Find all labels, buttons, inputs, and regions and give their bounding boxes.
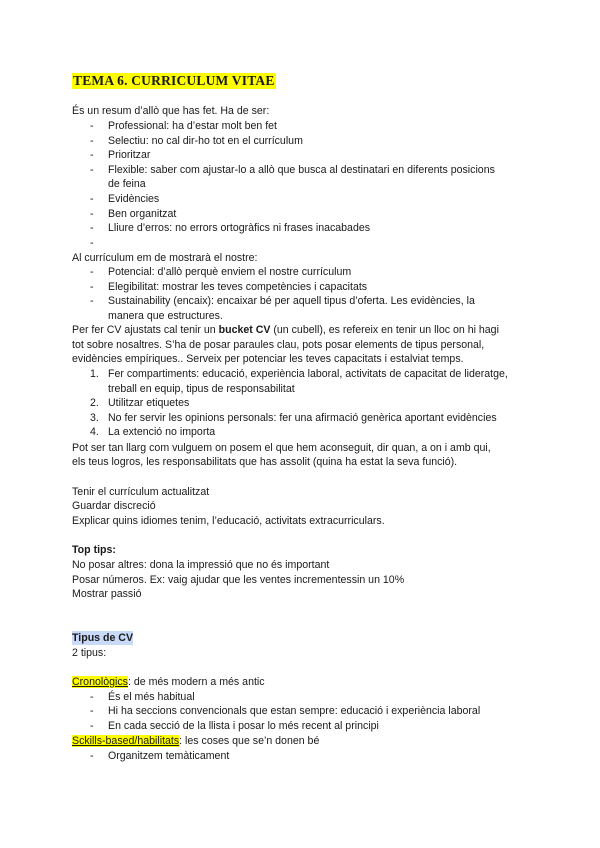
list-item: És el més habitual [108, 691, 195, 703]
list-number: 3. [90, 412, 99, 424]
bucket-paragraph-line: tot sobre nosaltres. S’ha de posar paraules clau, pots posar elements de tipus personal, [72, 339, 485, 351]
bullet-dash: - [90, 149, 94, 161]
chrono-description: : de més modern a més antic [127, 676, 265, 688]
intro-text-2: Al currículum em de mostrarà el nostre: [72, 252, 258, 264]
top-tips-heading: Top tips: [72, 544, 116, 556]
numbered-item-continuation: treball en equip, tipus de responsabilitat [108, 383, 295, 395]
list-item-continuation: de feina [108, 178, 146, 190]
cv-types-count: 2 tipus: [72, 647, 107, 659]
list-item: Evidències [108, 193, 160, 205]
list-item: Selectiu: no cal dir-ho tot en el currículum [108, 135, 303, 147]
bucket-text-post: (un cubell), es refereix en tenir un lloc on hi hagi [270, 324, 499, 336]
list-item: Ben organitzat [108, 208, 177, 220]
top-tip: Mostrar passió [72, 588, 142, 600]
bullet-dash: - [90, 295, 94, 307]
bullet-dash: - [90, 135, 94, 147]
chrono-type-line [72, 675, 265, 689]
list-number: 1. [90, 368, 99, 380]
bullet-dash: - [90, 222, 94, 234]
list-item: Hi ha seccions convencionals que estan sempre: educació i experiència laboral [108, 705, 481, 717]
list-number: 4. [90, 426, 99, 438]
bullet-dash: - [90, 164, 94, 176]
bullet-dash: - [90, 691, 94, 703]
list-item: Lliure d’erros: no errors ortogràfics ni frases inacabades [108, 222, 371, 234]
list-item: Elegibilitat: mostrar les teves competències i capacitats [108, 281, 368, 293]
bullet-dash: - [90, 281, 94, 293]
list-item: Professional: ha d’estar molt ben fet [108, 120, 278, 132]
bullet-dash: - [90, 120, 94, 132]
list-number: 2. [90, 397, 99, 409]
list-item: En cada secció de la llista i posar lo més recent al principi [108, 720, 379, 732]
numbered-item: La extenció no importa [108, 426, 216, 438]
bullet-dash: - [90, 266, 94, 278]
list-item: Flexible: saber com ajustar-lo a allò que busca al destinatari en diferents posicions [108, 164, 495, 176]
skills-type-line [72, 734, 319, 748]
bucket-text-pre: Per fer CV ajustats cal tenir un [72, 324, 219, 336]
cv-types-heading: Tipus de CV [72, 632, 134, 644]
bullet-dash: - [90, 208, 94, 220]
length-paragraph-line: els teus logros, les responsabilitats que has assolit (quina ha estat la seva funció). [72, 456, 458, 468]
numbered-item: No fer servir les opinions personals: fer una afirmació genèrica aportant evidències [108, 412, 497, 424]
list-item: Sustainability (encaix): encaixar bé per aquell tipus d’oferta. Les evidències, la [108, 295, 475, 307]
top-tip: No posar altres: dona la impressió que no és important [72, 559, 330, 571]
list-item-continuation: manera que estructures. [108, 310, 223, 322]
page-title: TEMA 6. CURRICULUM VITAE [73, 73, 275, 88]
general-tip: Explicar quins idiomes tenim, l’educació, activitats extracurriculars. [72, 515, 385, 527]
bullet-dash: - [90, 750, 94, 762]
bucket-paragraph-line: evidències empíriques.. Serveix per potenciar les teves capacitats i estalviat temps. [72, 353, 464, 365]
bullet-dash: - [90, 237, 94, 249]
top-tip: Posar números. Ex: vaig ajudar que les ventes incrementessin un 10% [72, 574, 405, 586]
skills-label: Sckills-based/habilitats [72, 735, 180, 747]
list-item: Prioritzar [108, 149, 151, 161]
list-item: Organitzem temàticament [108, 750, 230, 762]
bucket-cv-term: bucket CV [218, 324, 271, 336]
bullet-dash: - [90, 193, 94, 205]
bucket-paragraph-line [72, 323, 499, 337]
general-tip: Tenir el currículum actualitzat [72, 486, 210, 498]
length-paragraph-line: Pot ser tan llarg com vulguem on posem el que hem aconseguit, dir quan, a on i amb qui, [72, 442, 491, 454]
list-item: Potencial: d’allò perquè enviem el nostre currículum [108, 266, 352, 278]
numbered-item: Utilitzar etiquetes [108, 397, 190, 409]
skills-description: : les coses que se’n donen bé [179, 735, 320, 747]
bullet-dash: - [90, 705, 94, 717]
chrono-label: Cronològics [72, 676, 128, 688]
bullet-dash: - [90, 720, 94, 732]
numbered-item: Fer compartiments: educació, experiència laboral, activitats de capacitat de lideratge, [108, 368, 508, 380]
general-tip: Guardar discreció [72, 500, 156, 512]
intro-text: És un resum d’allò que has fet. Ha de ser: [72, 105, 270, 117]
